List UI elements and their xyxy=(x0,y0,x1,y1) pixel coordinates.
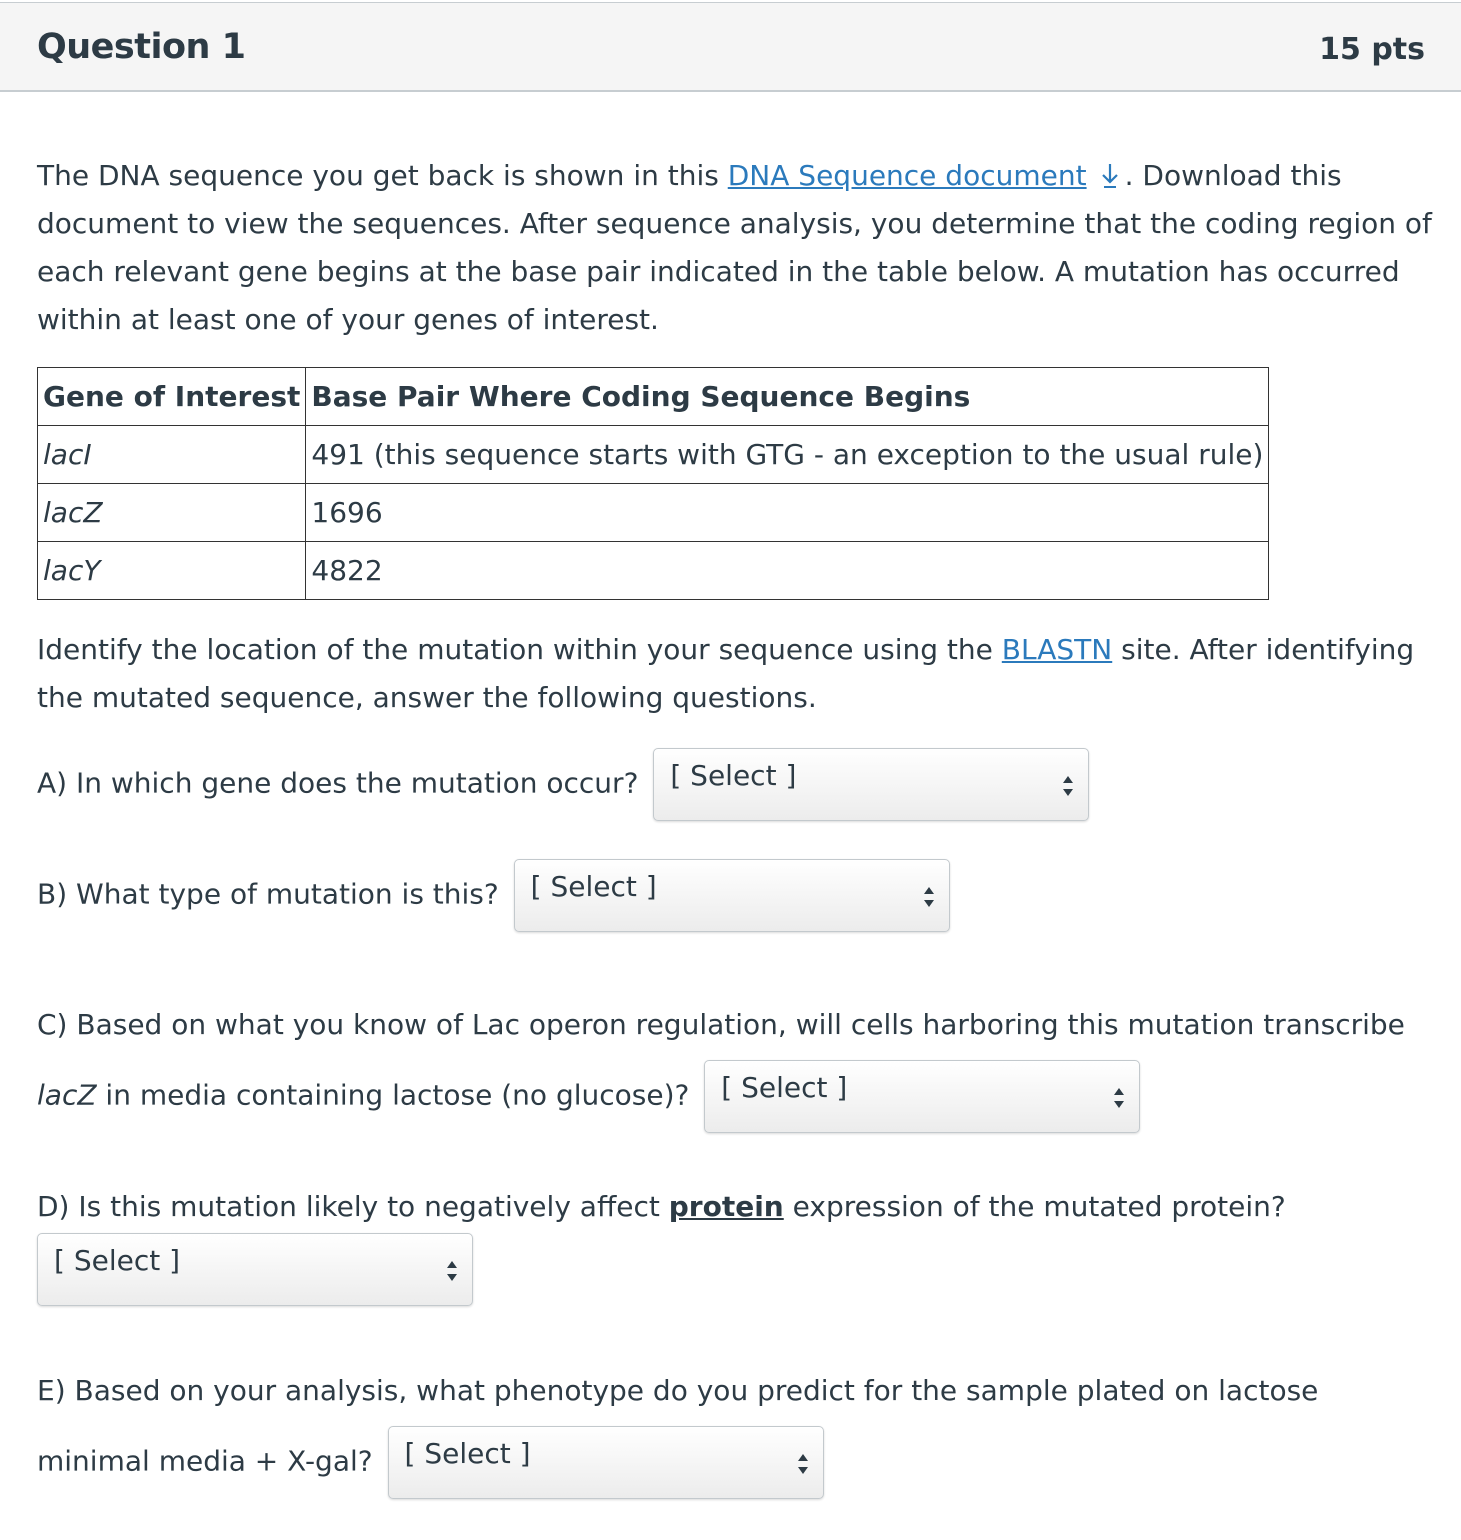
question-c-select[interactable] xyxy=(704,1060,1140,1133)
select-arrows-icon xyxy=(1111,1083,1127,1113)
instruction-text-1: Identify the location of the mutation within your sequence using the xyxy=(37,633,1002,666)
table-header-base-pair: Base Pair Where Coding Sequence Begins xyxy=(306,368,1269,426)
table-row xyxy=(38,542,1269,600)
intro-text-2: . Download this document to view the sequences. After sequence analysis, you determine that the coding region of each relevant gene begins at the base pair indicated in the table below. A mutation has occurred within at least one of your genes of interest. xyxy=(37,159,1432,336)
question-b-select[interactable] xyxy=(514,859,950,932)
question-c xyxy=(37,990,1432,1133)
question-c-text-1: C) Based on what you know of Lac operon regulation, will cells harboring this mutation transcribe xyxy=(37,1008,1405,1041)
question-d-text-1: D) Is this mutation likely to negatively affect xyxy=(37,1190,669,1223)
table-row xyxy=(38,426,1269,484)
select-arrows-icon xyxy=(921,882,937,912)
table-row xyxy=(38,484,1269,542)
question-d-text-2: expression of the mutated protein? xyxy=(783,1190,1286,1223)
question-a-select[interactable] xyxy=(653,748,1089,821)
question-a-text: A) In which gene does the mutation occur? xyxy=(37,766,639,800)
table-cell-gene: lacZ xyxy=(38,484,306,542)
question-e xyxy=(37,1356,1432,1499)
select-arrows-icon xyxy=(1060,771,1076,801)
question-d-bold: protein xyxy=(668,1190,784,1223)
table-cell-bp: 4822 xyxy=(306,542,1269,600)
question-e-text: E) Based on your analysis, what phenotype do you predict for the sample plated on lactose minimal media + X-gal? xyxy=(37,1374,1319,1478)
question-d-select[interactable] xyxy=(37,1233,473,1306)
question-title: Question 1 xyxy=(37,27,246,67)
select-arrows-icon xyxy=(444,1256,460,1286)
select-arrows-icon xyxy=(795,1449,811,1479)
dna-sequence-document-link[interactable]: DNA Sequence document xyxy=(727,159,1087,192)
question-a-select-value: [ Select ] xyxy=(670,759,797,792)
table-header-gene: Gene of Interest xyxy=(38,368,306,426)
question-b-text: B) What type of mutation is this? xyxy=(37,877,499,911)
table-header-row xyxy=(38,368,1269,426)
question-b-select-value: [ Select ] xyxy=(530,870,657,903)
blastn-link[interactable]: BLASTN xyxy=(1001,633,1113,666)
question-b xyxy=(37,859,1432,932)
instruction-paragraph xyxy=(37,626,1432,722)
gene-table xyxy=(37,367,1269,600)
question-points: 15 pts xyxy=(1319,32,1425,67)
question-e-select[interactable] xyxy=(388,1426,824,1499)
intro-paragraph xyxy=(37,152,1432,344)
download-icon[interactable] xyxy=(1095,157,1125,187)
question-c-text-2: in media containing lactose (no glucose)? xyxy=(96,1078,690,1112)
question-body xyxy=(37,152,1432,1499)
question-header xyxy=(0,2,1461,92)
question-c-italic: lacZ xyxy=(37,1078,97,1112)
question-e-select-value: [ Select ] xyxy=(404,1437,531,1470)
table-cell-bp: 491 (this sequence starts with GTG - an exception to the usual rule) xyxy=(306,426,1269,484)
table-cell-bp: 1696 xyxy=(306,484,1269,542)
question-d xyxy=(37,1183,1432,1306)
intro-text-1: The DNA sequence you get back is shown in this xyxy=(37,159,728,192)
question-a xyxy=(37,748,1432,821)
instruction-text-2: site. After identifying the mutated sequence, answer the following questions. xyxy=(37,633,1415,714)
question-c-select-value: [ Select ] xyxy=(721,1071,848,1104)
question-d-select-value: [ Select ] xyxy=(54,1244,181,1277)
table-cell-gene: lacI xyxy=(38,426,306,484)
table-cell-gene: lacY xyxy=(38,542,306,600)
